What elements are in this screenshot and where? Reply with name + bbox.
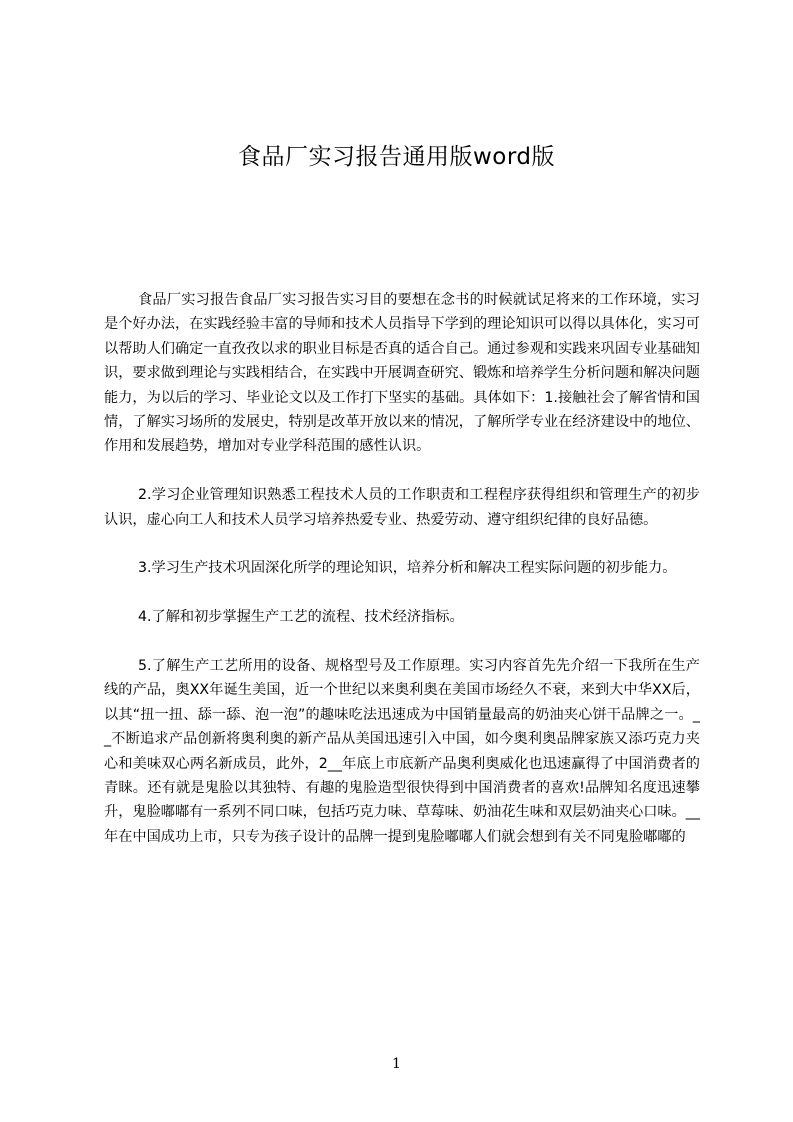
document-body	[104, 288, 700, 849]
paragraph-item-2: 2.学习企业管理知识熟悉工程技术人员的工作职责和工程程序获得组织和管理生产的初步认识，虚心向工人和技术人员学习培养热爱专业、热爱劳动、遵守组织纪律的良好品德。	[104, 487, 700, 528]
paragraph-intro: 食品厂实习报告食品厂实习报告实习目的要想在念书的时候就试足将来的工作环境，实习是个好办法，在实践经验丰富的导师和技术人员指导下学到的理论知识可以得以具体化，实习可以帮助人们确定一直孜孜以求的职业目标是否真的适合自己。通过参观和实践来巩固专业基础知识，要求做到理论与实践相结合，在实践中开展调查研究、锻炼和培养学生分析问题和解决问题能力，为以后的学习、毕业论文以及工作打下坚实的基础。具体如下：1.接触社会了解省情和国情，了解实习场所的发展史，特别是改革开放以来的情况，了解所学专业在经济建设中的地位、作用和发展趋势，增加对专业学科范围的感性认识。	[104, 292, 700, 455]
document-title: 食品厂实习报告通用版word版	[237, 144, 556, 170]
paragraph-item-3: 3.学习生产技术巩固深化所学的理论知识，培养分析和解决工程实际问题的初步能力。	[138, 560, 677, 577]
paragraph-item-5: 5.了解生产工艺所用的设备、规格型号及工作原理。实习内容首先先介绍一下我所在生产线的产品，奥XX年诞生美国，近一个世纪以来奥利奥在美国市场经久不衰，来到大中华XX后，以其“扭一扭、舔一舔、泡一泡”的趣味吃法迅速成为中国销量最高的奶油夹心饼干品牌之一。__不断追求产品创新将奥利奥的新产品从美国迅速引入中国，如今奥利奥品牌家族又添巧克力夹心和美味双心两名新成员，此外，2__年底上市底新产品奥利奥威化也迅速赢得了中国消费者的青睐。还有就是鬼脸以其独特、有趣的鬼脸造型很快得到中国消费者的喜欢!品牌知名度迅速攀升，鬼脸嘟嘟有一系列不同口味，包括巧克力味、草莓味、奶油花生味和双层奶油夹心口味。__年在中国成功上市，只专为孩子设计的品牌一提到鬼脸嘟嘟人们就会想到有关不同鬼脸嘟嘟的	[104, 658, 700, 845]
page-number: 1	[392, 1056, 401, 1072]
paragraph-item-4: 4.了解和初步掌握生产工艺的流程、技术经济指标。	[138, 609, 464, 626]
